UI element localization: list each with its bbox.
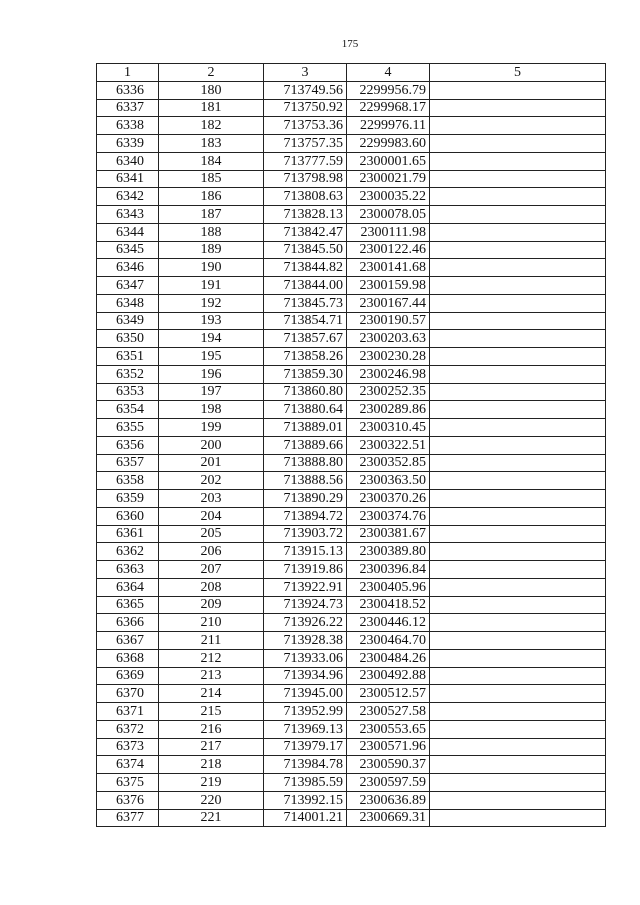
table-cell-col-3: 713750.92 (264, 99, 347, 117)
table-cell-col-3: 713924.73 (264, 596, 347, 614)
table-cell-col-1: 6343 (97, 206, 159, 224)
table-cell-col-4: 2300352.85 (347, 454, 430, 472)
table-cell-col-4: 2299976.11 (347, 117, 430, 135)
table-cell-col-1: 6365 (97, 596, 159, 614)
table-cell-col-5 (430, 436, 606, 454)
table-cell-col-2: 182 (159, 117, 264, 135)
table-cell-col-1: 6339 (97, 135, 159, 153)
table-cell-col-3: 713992.15 (264, 791, 347, 809)
table-cell-col-4: 2300389.80 (347, 543, 430, 561)
table-row (97, 632, 606, 650)
table-header (97, 64, 606, 82)
table-row (97, 206, 606, 224)
table-cell-col-1: 6341 (97, 170, 159, 188)
table-cell-col-2: 207 (159, 561, 264, 579)
table-cell-col-1: 6377 (97, 809, 159, 827)
table-cell-col-2: 208 (159, 578, 264, 596)
table-row (97, 791, 606, 809)
coordinates-table (96, 63, 606, 827)
table-cell-col-5 (430, 259, 606, 277)
table-cell-col-3: 713890.29 (264, 490, 347, 508)
table-cell-col-5 (430, 117, 606, 135)
table-cell-col-2: 218 (159, 756, 264, 774)
table-cell-col-4: 2300363.50 (347, 472, 430, 490)
table-cell-col-2: 190 (159, 259, 264, 277)
table-cell-col-2: 204 (159, 507, 264, 525)
table-cell-col-5 (430, 614, 606, 632)
table-cell-col-3: 713985.59 (264, 774, 347, 792)
table-cell-col-5 (430, 632, 606, 650)
table-cell-col-2: 196 (159, 365, 264, 383)
table-row (97, 135, 606, 153)
table-cell-col-3: 713979.17 (264, 738, 347, 756)
table-cell-col-2: 221 (159, 809, 264, 827)
table-cell-col-1: 6367 (97, 632, 159, 650)
table-cell-col-3: 713919.86 (264, 561, 347, 579)
table-cell-col-2: 211 (159, 632, 264, 650)
table-row (97, 685, 606, 703)
table-cell-col-2: 216 (159, 720, 264, 738)
table-cell-col-3: 713757.35 (264, 135, 347, 153)
table-cell-col-3: 713880.64 (264, 401, 347, 419)
table-cell-col-2: 214 (159, 685, 264, 703)
table-row (97, 720, 606, 738)
table-cell-col-4: 2300111.98 (347, 223, 430, 241)
table-cell-col-3: 713922.91 (264, 578, 347, 596)
table-cell-col-2: 219 (159, 774, 264, 792)
table-cell-col-5 (430, 543, 606, 561)
table-cell-col-5 (430, 809, 606, 827)
table-cell-col-4: 2300636.89 (347, 791, 430, 809)
table-cell-col-3: 713945.00 (264, 685, 347, 703)
table-cell-col-3: 713859.30 (264, 365, 347, 383)
table-cell-col-5 (430, 312, 606, 330)
table-row (97, 614, 606, 632)
table-cell-col-2: 183 (159, 135, 264, 153)
table-row (97, 259, 606, 277)
column-header-1: 1 (97, 64, 159, 82)
table-cell-col-2: 194 (159, 330, 264, 348)
table-cell-col-3: 713894.72 (264, 507, 347, 525)
table-cell-col-5 (430, 294, 606, 312)
table-cell-col-2: 217 (159, 738, 264, 756)
table-cell-col-5 (430, 703, 606, 721)
table-body (97, 81, 606, 827)
table-cell-col-1: 6363 (97, 561, 159, 579)
table-cell-col-2: 210 (159, 614, 264, 632)
table-row (97, 756, 606, 774)
table-cell-col-1: 6357 (97, 454, 159, 472)
table-cell-col-4: 2300141.68 (347, 259, 430, 277)
table-cell-col-2: 193 (159, 312, 264, 330)
table-cell-col-3: 713842.47 (264, 223, 347, 241)
table-row (97, 330, 606, 348)
table-cell-col-3: 713798.98 (264, 170, 347, 188)
table-cell-col-1: 6359 (97, 490, 159, 508)
table-cell-col-3: 713828.13 (264, 206, 347, 224)
table-cell-col-1: 6361 (97, 525, 159, 543)
table-cell-col-4: 2300597.59 (347, 774, 430, 792)
table-cell-col-4: 2300446.12 (347, 614, 430, 632)
table-cell-col-1: 6355 (97, 419, 159, 437)
table-cell-col-4: 2300078.05 (347, 206, 430, 224)
table-cell-col-2: 202 (159, 472, 264, 490)
table-cell-col-2: 192 (159, 294, 264, 312)
table-cell-col-1: 6372 (97, 720, 159, 738)
table-cell-col-5 (430, 277, 606, 295)
table-cell-col-2: 185 (159, 170, 264, 188)
table-cell-col-3: 713854.71 (264, 312, 347, 330)
table-cell-col-1: 6354 (97, 401, 159, 419)
table-cell-col-5 (430, 401, 606, 419)
table-cell-col-5 (430, 791, 606, 809)
table-cell-col-1: 6360 (97, 507, 159, 525)
table-cell-col-1: 6376 (97, 791, 159, 809)
table-cell-col-2: 181 (159, 99, 264, 117)
table-row (97, 419, 606, 437)
table-cell-col-4: 2300590.37 (347, 756, 430, 774)
table-cell-col-3: 713749.56 (264, 81, 347, 99)
table-row (97, 809, 606, 827)
table-cell-col-1: 6340 (97, 152, 159, 170)
table-cell-col-1: 6349 (97, 312, 159, 330)
table-row (97, 223, 606, 241)
table-cell-col-1: 6375 (97, 774, 159, 792)
column-header-4: 4 (347, 64, 430, 82)
table-row (97, 738, 606, 756)
table-row (97, 312, 606, 330)
table-cell-col-5 (430, 507, 606, 525)
table-cell-col-4: 2300203.63 (347, 330, 430, 348)
table-cell-col-4: 2300246.98 (347, 365, 430, 383)
table-cell-col-4: 2300669.31 (347, 809, 430, 827)
table-cell-col-3: 713928.38 (264, 632, 347, 650)
table-row (97, 454, 606, 472)
column-header-2: 2 (159, 64, 264, 82)
table-cell-col-1: 6358 (97, 472, 159, 490)
table-cell-col-1: 6346 (97, 259, 159, 277)
table-cell-col-2: 206 (159, 543, 264, 561)
table-cell-col-2: 191 (159, 277, 264, 295)
table-cell-col-2: 197 (159, 383, 264, 401)
table-cell-col-5 (430, 135, 606, 153)
table-cell-col-3: 713984.78 (264, 756, 347, 774)
column-header-5: 5 (430, 64, 606, 82)
table-cell-col-5 (430, 383, 606, 401)
table-cell-col-4: 2300512.57 (347, 685, 430, 703)
table-cell-col-1: 6336 (97, 81, 159, 99)
table-cell-col-5 (430, 774, 606, 792)
table-cell-col-1: 6344 (97, 223, 159, 241)
table-cell-col-2: 187 (159, 206, 264, 224)
table-row (97, 188, 606, 206)
table-row (97, 578, 606, 596)
table-cell-col-1: 6348 (97, 294, 159, 312)
table-cell-col-3: 713808.63 (264, 188, 347, 206)
table-cell-col-2: 186 (159, 188, 264, 206)
table-row (97, 525, 606, 543)
table-cell-col-3: 713915.13 (264, 543, 347, 561)
table-cell-col-2: 180 (159, 81, 264, 99)
table-cell-col-4: 2300035.22 (347, 188, 430, 206)
table-cell-col-5 (430, 348, 606, 366)
table-row (97, 241, 606, 259)
table-cell-col-2: 201 (159, 454, 264, 472)
table-cell-col-4: 2300396.84 (347, 561, 430, 579)
table-cell-col-1: 6374 (97, 756, 159, 774)
table-row (97, 472, 606, 490)
table-cell-col-5 (430, 206, 606, 224)
table-cell-col-5 (430, 188, 606, 206)
table-cell-col-3: 713857.67 (264, 330, 347, 348)
table-cell-col-3: 713903.72 (264, 525, 347, 543)
table-cell-col-3: 713934.96 (264, 667, 347, 685)
table-cell-col-1: 6366 (97, 614, 159, 632)
header-row (97, 64, 606, 82)
table-cell-col-4: 2300381.67 (347, 525, 430, 543)
table-row (97, 348, 606, 366)
table-cell-col-3: 714001.21 (264, 809, 347, 827)
table-cell-col-5 (430, 99, 606, 117)
table-cell-col-2: 220 (159, 791, 264, 809)
table-cell-col-4: 2300122.46 (347, 241, 430, 259)
table-cell-col-4: 2300571.96 (347, 738, 430, 756)
table-cell-col-4: 2300230.28 (347, 348, 430, 366)
table-row (97, 667, 606, 685)
table-cell-col-5 (430, 561, 606, 579)
table-row (97, 507, 606, 525)
table-cell-col-1: 6370 (97, 685, 159, 703)
table-cell-col-4: 2300370.26 (347, 490, 430, 508)
table-cell-col-2: 213 (159, 667, 264, 685)
table-cell-col-3: 713952.99 (264, 703, 347, 721)
table-cell-col-1: 6371 (97, 703, 159, 721)
table-cell-col-3: 713777.59 (264, 152, 347, 170)
table-row (97, 490, 606, 508)
table-row (97, 294, 606, 312)
table-cell-col-2: 209 (159, 596, 264, 614)
table-cell-col-4: 2300289.86 (347, 401, 430, 419)
table-cell-col-2: 189 (159, 241, 264, 259)
table-row (97, 99, 606, 117)
table-cell-col-4: 2300405.96 (347, 578, 430, 596)
table-cell-col-1: 6345 (97, 241, 159, 259)
table-cell-col-4: 2300553.65 (347, 720, 430, 738)
table-row (97, 117, 606, 135)
table-cell-col-3: 713926.22 (264, 614, 347, 632)
table-row (97, 365, 606, 383)
table-cell-col-5 (430, 223, 606, 241)
table-cell-col-2: 184 (159, 152, 264, 170)
table-cell-col-4: 2300167.44 (347, 294, 430, 312)
table-cell-col-4: 2300418.52 (347, 596, 430, 614)
table-cell-col-1: 6351 (97, 348, 159, 366)
table-cell-col-2: 199 (159, 419, 264, 437)
table-cell-col-5 (430, 720, 606, 738)
table-cell-col-3: 713888.80 (264, 454, 347, 472)
table-row (97, 383, 606, 401)
table-cell-col-4: 2300159.98 (347, 277, 430, 295)
table-row (97, 81, 606, 99)
table-cell-col-4: 2300021.79 (347, 170, 430, 188)
table-cell-col-4: 2300252.35 (347, 383, 430, 401)
table-cell-col-5 (430, 685, 606, 703)
table-cell-col-3: 713844.82 (264, 259, 347, 277)
table-cell-col-3: 713844.00 (264, 277, 347, 295)
table-cell-col-3: 713845.73 (264, 294, 347, 312)
table-cell-col-5 (430, 241, 606, 259)
table-cell-col-2: 215 (159, 703, 264, 721)
table-cell-col-4: 2300322.51 (347, 436, 430, 454)
table-cell-col-5 (430, 667, 606, 685)
table-cell-col-4: 2300374.76 (347, 507, 430, 525)
table-cell-col-3: 713753.36 (264, 117, 347, 135)
table-cell-col-5 (430, 472, 606, 490)
table-cell-col-1: 6342 (97, 188, 159, 206)
table-cell-col-1: 6364 (97, 578, 159, 596)
table-cell-col-4: 2300310.45 (347, 419, 430, 437)
table-row (97, 543, 606, 561)
table-cell-col-5 (430, 738, 606, 756)
table-cell-col-4: 2300001.65 (347, 152, 430, 170)
table-cell-col-1: 6356 (97, 436, 159, 454)
table-cell-col-4: 2299983.60 (347, 135, 430, 153)
table-row (97, 401, 606, 419)
table-cell-col-5 (430, 330, 606, 348)
table-cell-col-5 (430, 578, 606, 596)
table-cell-col-3: 713889.66 (264, 436, 347, 454)
page-number: 175 (341, 38, 359, 50)
table-cell-col-1: 6368 (97, 649, 159, 667)
table-row (97, 436, 606, 454)
table-cell-col-1: 6373 (97, 738, 159, 756)
table-row (97, 152, 606, 170)
table-cell-col-2: 203 (159, 490, 264, 508)
table-cell-col-2: 212 (159, 649, 264, 667)
table-cell-col-3: 713889.01 (264, 419, 347, 437)
table-cell-col-5 (430, 756, 606, 774)
table-row (97, 649, 606, 667)
table-cell-col-5 (430, 419, 606, 437)
table-cell-col-3: 713888.56 (264, 472, 347, 490)
table-cell-col-5 (430, 170, 606, 188)
table-cell-col-3: 713845.50 (264, 241, 347, 259)
table-row (97, 170, 606, 188)
table-cell-col-4: 2300527.58 (347, 703, 430, 721)
table-cell-col-3: 713858.26 (264, 348, 347, 366)
table-cell-col-4: 2299968.17 (347, 99, 430, 117)
table-cell-col-1: 6362 (97, 543, 159, 561)
table-row (97, 561, 606, 579)
table-cell-col-5 (430, 454, 606, 472)
table-cell-col-2: 188 (159, 223, 264, 241)
column-header-3: 3 (264, 64, 347, 82)
table-cell-col-5 (430, 490, 606, 508)
table-cell-col-1: 6369 (97, 667, 159, 685)
table-row (97, 596, 606, 614)
table-cell-col-5 (430, 152, 606, 170)
table-row (97, 703, 606, 721)
table-cell-col-1: 6350 (97, 330, 159, 348)
table-cell-col-3: 713969.13 (264, 720, 347, 738)
table-cell-col-5 (430, 81, 606, 99)
table-cell-col-1: 6337 (97, 99, 159, 117)
table-cell-col-4: 2300190.57 (347, 312, 430, 330)
table-cell-col-4: 2300464.70 (347, 632, 430, 650)
table-cell-col-4: 2300484.26 (347, 649, 430, 667)
table-cell-col-2: 198 (159, 401, 264, 419)
table-cell-col-1: 6347 (97, 277, 159, 295)
table-cell-col-5 (430, 649, 606, 667)
table-row (97, 277, 606, 295)
table-cell-col-1: 6352 (97, 365, 159, 383)
table-cell-col-5 (430, 525, 606, 543)
table-cell-col-3: 713860.80 (264, 383, 347, 401)
table-cell-col-2: 200 (159, 436, 264, 454)
table-cell-col-5 (430, 596, 606, 614)
table-row (97, 774, 606, 792)
table-cell-col-2: 195 (159, 348, 264, 366)
table-cell-col-4: 2299956.79 (347, 81, 430, 99)
table-cell-col-2: 205 (159, 525, 264, 543)
table-cell-col-5 (430, 365, 606, 383)
table-cell-col-4: 2300492.88 (347, 667, 430, 685)
table-cell-col-1: 6338 (97, 117, 159, 135)
table-cell-col-1: 6353 (97, 383, 159, 401)
table-cell-col-3: 713933.06 (264, 649, 347, 667)
